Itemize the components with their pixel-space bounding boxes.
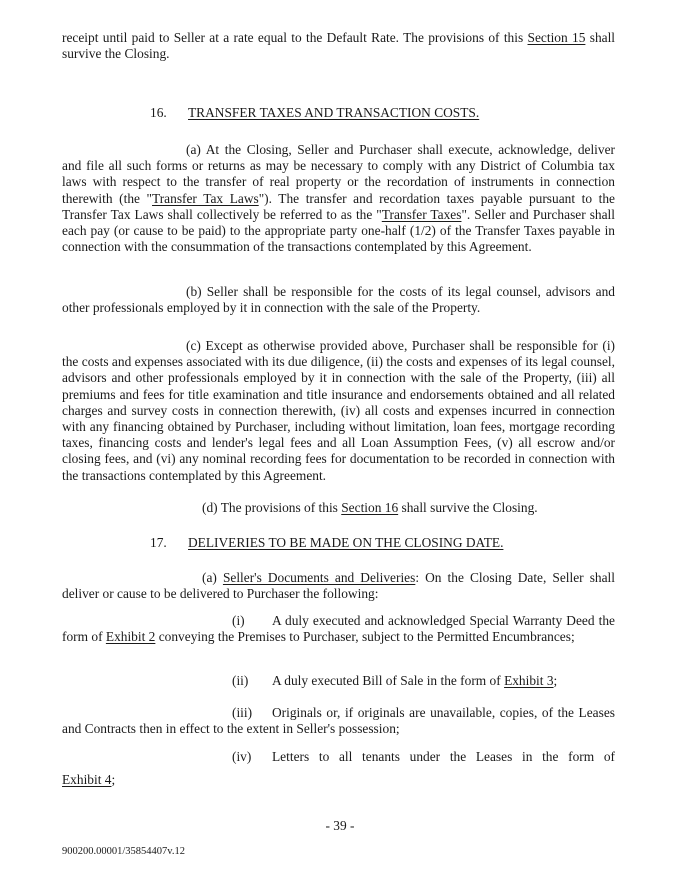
section-17-number: 17. bbox=[150, 535, 167, 550]
section-17a-paragraph bbox=[62, 570, 615, 602]
sellers-documents-term: Seller's Documents and Deliveries bbox=[222, 570, 416, 585]
item-i-text-end: conveying the Premises to Purchaser, subject to the Permitted Encumbrances; bbox=[155, 629, 575, 645]
section-16d-paragraph bbox=[62, 500, 615, 516]
carryover-text-end: shall survive the Closing. bbox=[62, 30, 616, 62]
item-ii-number: (ii) bbox=[232, 673, 249, 688]
section-16a-paragraph bbox=[62, 142, 615, 255]
section-17-title: DELIVERIES TO BE MADE ON THE CLOSING DATE. bbox=[188, 535, 504, 550]
page-number: - 39 - bbox=[325, 818, 355, 833]
section-15-reference: Section 15 bbox=[527, 30, 586, 45]
section-16-title: TRANSFER TAXES AND TRANSACTION COSTS. bbox=[188, 105, 480, 120]
item-iv-continuation bbox=[62, 772, 615, 788]
item-i-paragraph bbox=[62, 613, 615, 645]
item-ii-paragraph bbox=[232, 673, 557, 689]
section-16a-text-end: ". Seller and Purchaser shall each pay (or cause to be paid) to the appropriate party one-half (1/2) of the Transfer Taxes payable in connection with the consummation of the transactions contemplated by this Agreement. bbox=[62, 206, 615, 255]
item-iv-number: (iv) bbox=[232, 749, 252, 764]
carryover-text: receipt until paid to Seller at a rate equal to the Default Rate. The provisions of this bbox=[62, 30, 528, 45]
section-16-heading bbox=[150, 105, 479, 121]
item-iv-line bbox=[232, 749, 615, 765]
section-17a-lead: (a) bbox=[202, 570, 223, 585]
section-17-heading bbox=[150, 535, 503, 551]
item-ii-text: A duly executed Bill of Sale in the form of bbox=[272, 673, 505, 688]
section-16c-paragraph: (c) Except as otherwise provided above, Purchaser shall be responsible for (i) the costs and expenses associated with its due diligence, (ii) the costs and expenses of its legal counsel, advisors and other professionals employed by it in connection with the sale of the Property, (iii) all premiums and fees for title examination and title insurance and endorsements obtained and all related charges and survey costs in connection therewith, (iv) all costs and expenses incurred in connection with any financing obtained by Purchaser, including without limitation, loan fees, mortgage recording taxes, financing costs and lender's legal fees and all Loan Assumption Fees, (v) all escrow and/or closing fees, and (vi) any nominal recording fees for documentation to be recorded in connection with the transactions contemplated by this Agreement. bbox=[62, 338, 615, 483]
item-iv-text-end: ; bbox=[111, 772, 116, 787]
section-16-reference: Section 16 bbox=[341, 500, 399, 515]
exhibit-3-reference: Exhibit 3 bbox=[504, 673, 554, 688]
document-id-footer: 900200.00001/35854407v.12 bbox=[62, 846, 185, 857]
item-ii-text-end: ; bbox=[553, 673, 558, 688]
transfer-taxes-term: Transfer Taxes bbox=[381, 206, 462, 222]
carryover-paragraph bbox=[62, 30, 615, 62]
item-i-text: A duly executed and acknowledged Special Warranty Deed the form of bbox=[62, 613, 615, 645]
item-i-number: (i) bbox=[232, 613, 245, 628]
section-17a-text: : On the Closing Date, Seller shall deliver or cause to be delivered to Purchaser the following: bbox=[62, 570, 615, 602]
item-iv-text: Letters to all tenants under the Leases in the form of bbox=[272, 749, 615, 764]
section-16d-text: (d) The provisions of this bbox=[202, 500, 342, 515]
section-16a-text: (a) At the Closing, Seller and Purchaser shall execute, acknowledge, deliver and file all such forms or returns as may be necessary to comply with any District of Columbia tax laws with respect to the transfer of real property or the recordation of instruments in connection therewith (the " bbox=[62, 142, 615, 206]
item-iii-number: (iii) bbox=[232, 705, 253, 720]
section-16d-text-end: shall survive the Closing. bbox=[398, 500, 538, 515]
section-16-number: 16. bbox=[150, 105, 167, 120]
item-iii-paragraph bbox=[62, 705, 615, 737]
exhibit-2-reference: Exhibit 2 bbox=[105, 629, 156, 645]
item-iii-text: Originals or, if originals are unavailable, copies, of the Leases and Contracts then in effect to the extent in Seller's possession; bbox=[62, 705, 615, 737]
section-16a-text-mid: "). The transfer and recordation taxes payable pursuant to the Transfer Tax Laws shall collectively be referred to as the " bbox=[62, 190, 615, 222]
transfer-tax-laws-term: Transfer Tax Laws bbox=[152, 190, 259, 206]
exhibit-4-reference: Exhibit 4 bbox=[62, 772, 112, 787]
section-16b-paragraph: (b) Seller shall be responsible for the costs of its legal counsel, advisors and other professionals employed by it in connection with the sale of the Property. bbox=[62, 284, 615, 316]
